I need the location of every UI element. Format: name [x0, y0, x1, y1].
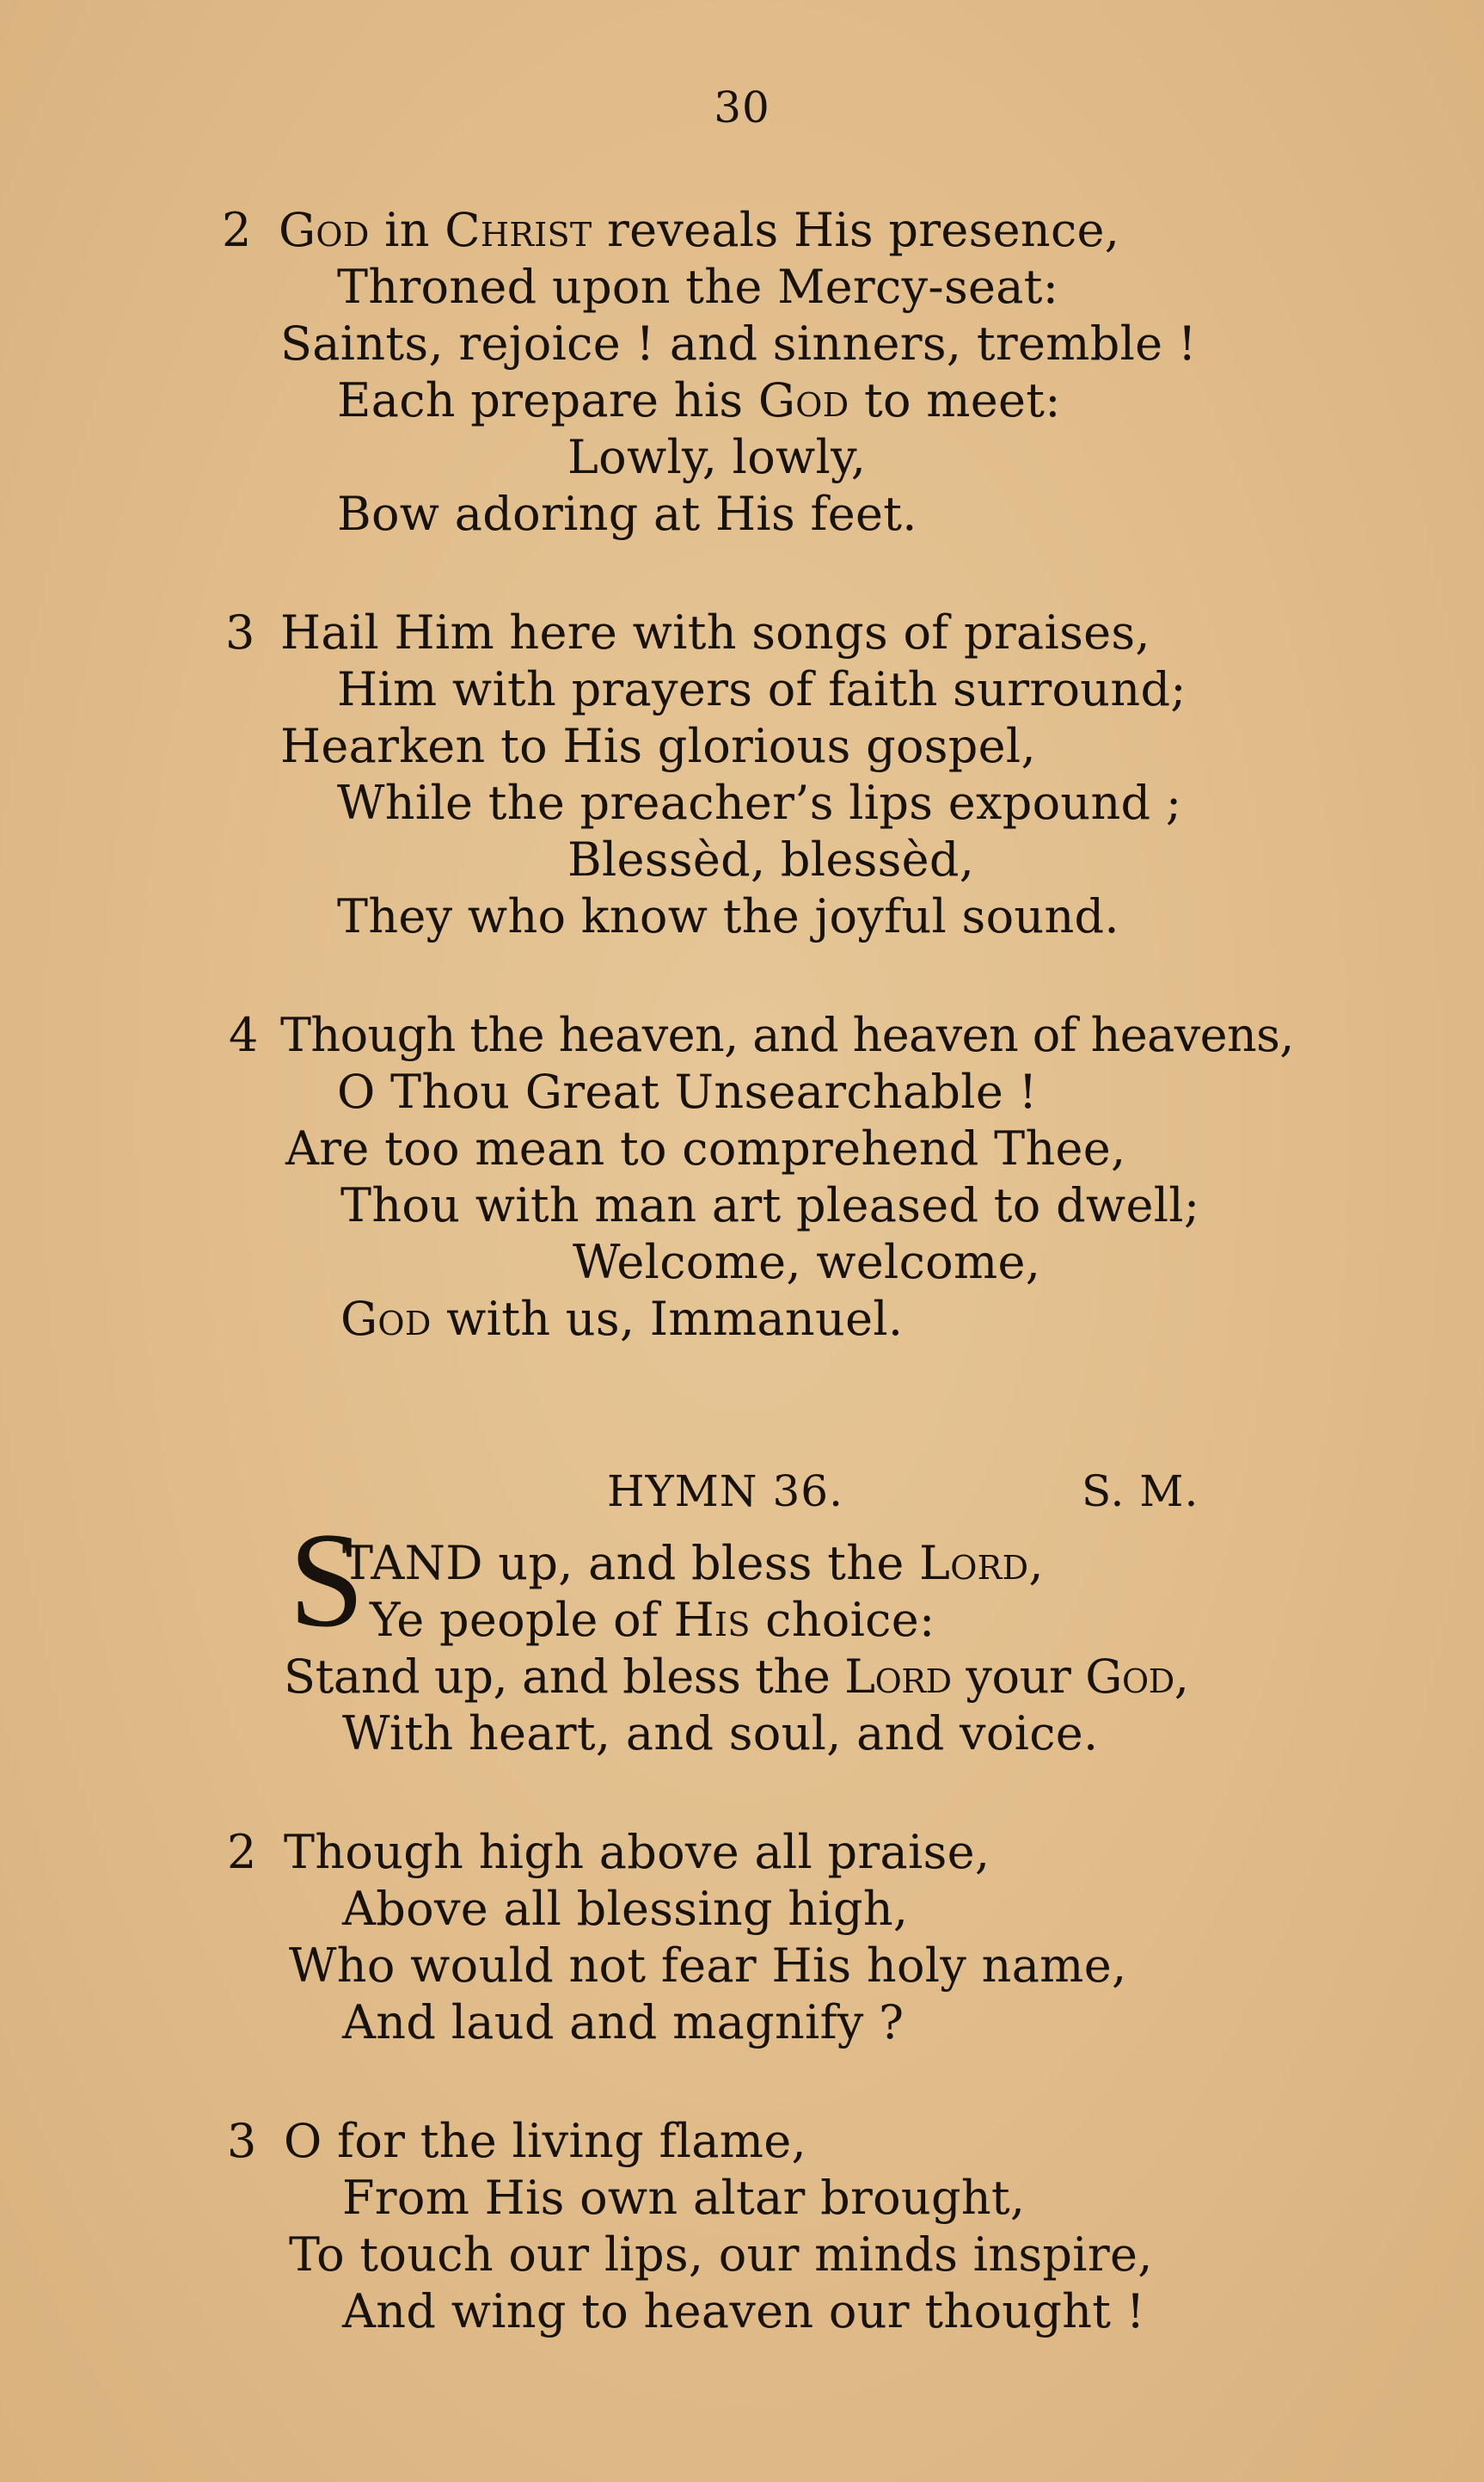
verse-number: 4	[229, 1008, 259, 1062]
verse-line: Saints, rejoice ! and sinners, tremble !	[280, 316, 1197, 371]
hymn-title: HYMN 36.	[607, 1466, 843, 1516]
text-fragment: Stand up, and bless the	[284, 1650, 845, 1704]
verse-line: Hail Him here with songs of praises,	[280, 605, 1150, 660]
divine-name-smallcaps: God	[340, 1292, 432, 1346]
verse-line: Blessèd, blessèd,	[567, 832, 975, 887]
text-fragment: Each prepare his	[337, 373, 758, 427]
verse-number: 2	[222, 203, 252, 257]
text-fragment: reveals His presence,	[592, 203, 1120, 257]
hymn-meter: S. M.	[1082, 1466, 1199, 1516]
text-fragment: TAND up, and bless the	[342, 1536, 920, 1590]
drop-cap: S	[289, 1505, 365, 1656]
verse-line: Thou with man art pleased to dwell;	[340, 1178, 1200, 1232]
verse-line: While the preacher’s lips expound ;	[337, 776, 1182, 830]
verse-line: Hearken to His glorious gospel,	[280, 719, 1036, 773]
verse-line: With heart, and soul, and voice.	[342, 1706, 1099, 1760]
text-fragment: in	[369, 203, 445, 257]
verse-line: From His own altar brought,	[342, 2171, 1026, 2225]
verse-line: Him with prayers of faith surround;	[337, 662, 1187, 716]
verse-line	[340, 1292, 903, 1347]
verse-line: O Thou Great Unsearchable !	[337, 1065, 1038, 1119]
verse-number: 3	[225, 605, 255, 660]
text-fragment: to meet:	[849, 373, 1061, 427]
text-fragment: with us, Immanuel.	[431, 1292, 904, 1346]
verse-line: Are too mean to comprehend Thee,	[285, 1121, 1126, 1176]
divine-name-smallcaps: Lord	[919, 1536, 1029, 1590]
verse-line	[284, 1650, 1189, 1705]
divine-name-smallcaps: God	[757, 373, 849, 427]
verse-line: Though high above all praise,	[284, 1825, 990, 1879]
text-fragment: ,	[1028, 1536, 1044, 1590]
divine-name-smallcaps: Christ	[445, 203, 592, 257]
text-fragment: Ye people of	[370, 1593, 674, 1647]
verse-line: O for the living flame,	[284, 2114, 807, 2168]
text-fragment: choice:	[750, 1593, 935, 1647]
verse-line: Bow adoring at His feet.	[337, 487, 917, 541]
verse-line: Throned upon the Mercy-seat:	[337, 260, 1059, 314]
divine-name-smallcaps: God	[279, 203, 370, 257]
verse-number: 3	[227, 2114, 257, 2168]
verse-line	[337, 373, 1061, 428]
divine-name-smallcaps: Lord	[844, 1650, 952, 1704]
verse-line: Above all blessing high,	[342, 1882, 909, 1936]
text-fragment: your	[951, 1650, 1086, 1704]
divine-name-smallcaps: His	[673, 1593, 751, 1647]
verse-line: They who know the joyful sound.	[337, 889, 1119, 943]
verse-line: Though the heaven, and heaven of heavens,	[280, 1008, 1294, 1062]
verse-line: To touch our lips, our minds inspire,	[289, 2227, 1153, 2282]
verse-line: Lowly, lowly,	[567, 430, 867, 484]
verse-line: And laud and magnify ?	[342, 1995, 905, 2049]
verse-line: And wing to heaven our thought !	[342, 2284, 1145, 2338]
verse-line	[342, 1536, 1044, 1591]
divine-name-smallcaps: God	[1085, 1650, 1174, 1704]
text-fragment: ,	[1174, 1650, 1189, 1704]
verse-line	[279, 203, 1119, 258]
verse-line	[370, 1593, 935, 1648]
verse-line: Welcome, welcome,	[573, 1235, 1041, 1289]
verse-line: Who would not fear His holy name,	[289, 1938, 1127, 1993]
page-number: 30	[714, 83, 770, 132]
verse-number: 2	[227, 1825, 257, 1879]
